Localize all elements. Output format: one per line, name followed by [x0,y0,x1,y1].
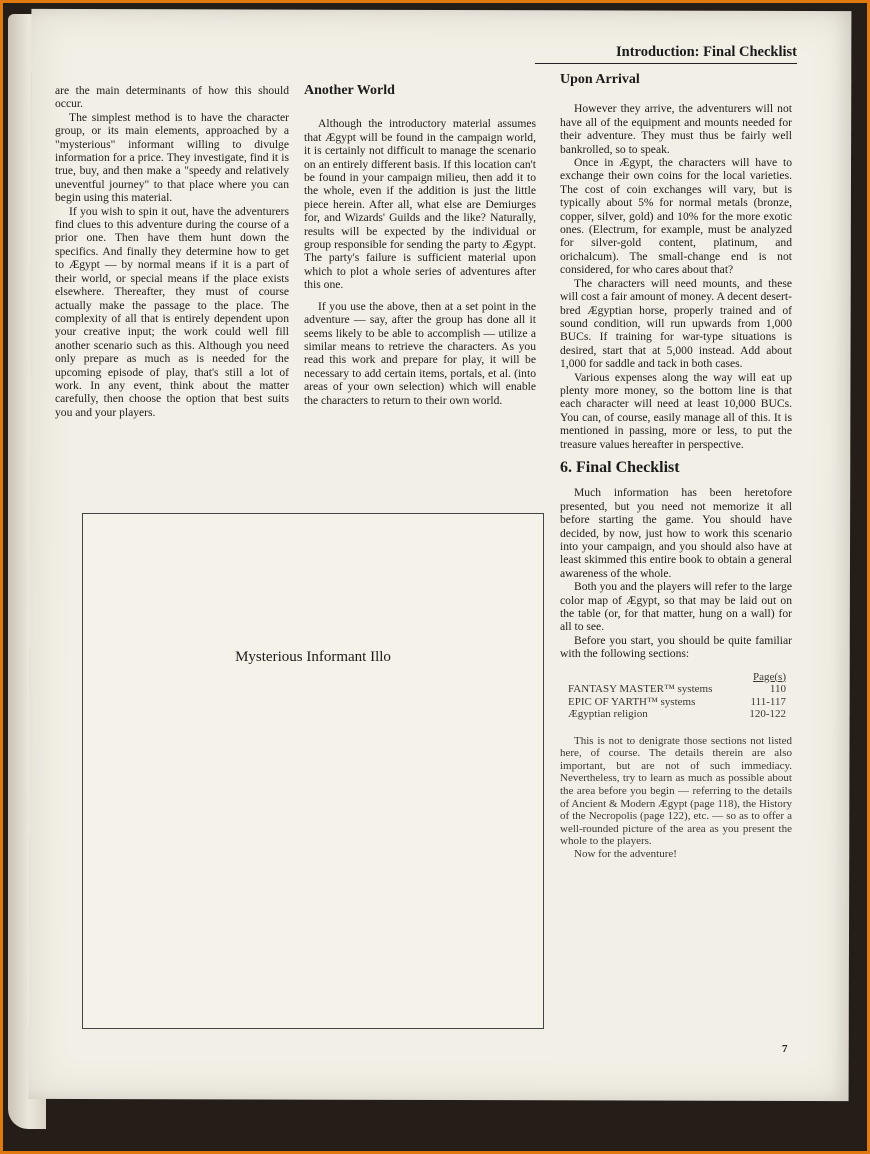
paragraph: The simplest method is to have the character group, or its main elements, approached by a "mysterious" informant willing to divulge information for a price. They investigate, find it is true, buy, and then make a "speedy and relatively uneventful journey" to that place where you can begin using this material. [55,110,289,205]
table-cell-name: EPIC OF YARTH™ systems [568,695,696,708]
illustration-placeholder [82,513,544,1029]
section-heading-final-checklist: 6. Final Checklist [560,458,680,476]
closing-text [560,735,792,861]
table-cell-name: FANTASY MASTER™ systems [568,683,713,696]
column-right [560,73,792,861]
paragraph: Both you and the players will refer to the large color map of Ægypt, so that may be laid out on the table (or, for that matter, hung on a wall) for all to see. [560,580,792,634]
table-row [568,696,786,709]
paragraph: However they arrive, the adventurers will not have all of the equipment and mounts needed for their adventure. They must thus be fairly well bankrolled, so to speak. [560,102,792,156]
section-heading-upon-arrival: Upon Arrival [560,72,640,87]
column-left [55,84,289,419]
page-number: 7 [782,1043,788,1055]
column-middle [304,84,536,407]
table-cell-pages: 111-117 [750,695,786,708]
table-cell-pages: 120-122 [749,708,786,721]
paragraph: Various expenses along the way will eat up plenty more money, so the bottom line is that each character will need at least 10,000 BUCs. You can, of course, easily manage all of this. It is mentioned in passing, more or less, to put the treasure values hereafter in perspective. [560,370,792,451]
illustration-label: Mysterious Informant Illo [235,648,391,665]
paragraph: Before you start, you should be quite familiar with the following sections: [560,633,792,661]
table-cell-name: Ægyptian religion [568,708,648,721]
table-header: Page(s) [753,670,786,683]
paragraph: Much information has been heretofore presented, but you need not memorize it all before starting the game. You should have decided, by now, just how to work this scenario into your campaign, and you should also have at least skimmed this entire book to obtain a general awareness of the whole. [560,486,792,580]
page-reference-table [568,671,792,721]
paragraph: If you wish to spin it out, have the adventurers find clues to this adventure during the course of a prior one. Then have them hunt down the specifics. And finally they determine how to get to Ægypt — by normal means if it is a part of their world, or special means if the place exists elsewhere. Thereafter, they must of course actually make the passage to the place. The complexity of all that is entirely dependent upon your creative input; the work could well fill another scenario such as this. Although you need only prepare as much as is needed for the upcoming episode of play, that's still a lot of work. In any event, think about the matter carefully, then choose the option that best suits you and your players. [55,204,289,419]
paragraph: If you use the above, then at a set point in the adventure — say, after the group has done all it seems likely to be able to accomplish — utilize a similar means to retrieve the characters. As you read this work and prepare for play, it will be necessary to add certain items, portals, et al. (into areas of your own selection) which will enable the characters to return to their own world. [304,299,536,407]
paragraph: Although the introductory material assumes that Ægypt will be found in the campaign world, it is certainly not difficult to manage the scenario on an entirely different basis. If this location can't be found in your campaign milieu, then add it to the whole, even if the addition is just the little piece herein. After all, what else are Demiurges for, and Wizards' Guilds and the like? Naturally, results will be expected by the individual or group responsible for sending the party to Ægypt. The party's failure is sufficient material upon which to plot a whole series of adventures after this one. [304,117,536,292]
table-cell-pages: 110 [769,683,786,696]
paragraph: are the main determinants of how this should occur. [55,84,289,111]
paragraph: Now for the adventure! [574,848,677,860]
table-row [568,708,786,721]
paragraph: Once in Ægypt, the characters will have to exchange their own coins for the local varieties. The cost of coin exchanges will vary, but is typically about 5% for normal metals (bronze, copper, silver, gold) and 10% for the more exotic ones. (Electrum, for example, must be analyzed for silver-gold content, platinum, and orichalcum). The small-change end is not considered, for who cares about that? [560,156,792,277]
paragraph: This is not to denigrate those sections not listed here, of course. The details therein are also important, but are not of such immediacy. Nevertheless, try to learn as much as possible about the area before you begin — referring to the details of Ancient & Modern Ægypt (page 118), the History of the Necropolis (page 122), etc. — so as to offer a well-rounded picture of the area as you present the whole to the players. [560,734,792,848]
paragraph: The characters will need mounts, and these will cost a fair amount of money. A decent desert-bred Ægyptian horse, properly trained and of sound condition, will run upwards from 1,000 BUCs. If training for war-type situations is desired, start that at 5,000 instead. Add about 1,000 for saddle and tack in both cases. [560,276,792,371]
section-heading-another-world: Another World [304,83,395,98]
running-header: Introduction: Final Checklist [535,44,797,64]
table-row [568,683,786,696]
